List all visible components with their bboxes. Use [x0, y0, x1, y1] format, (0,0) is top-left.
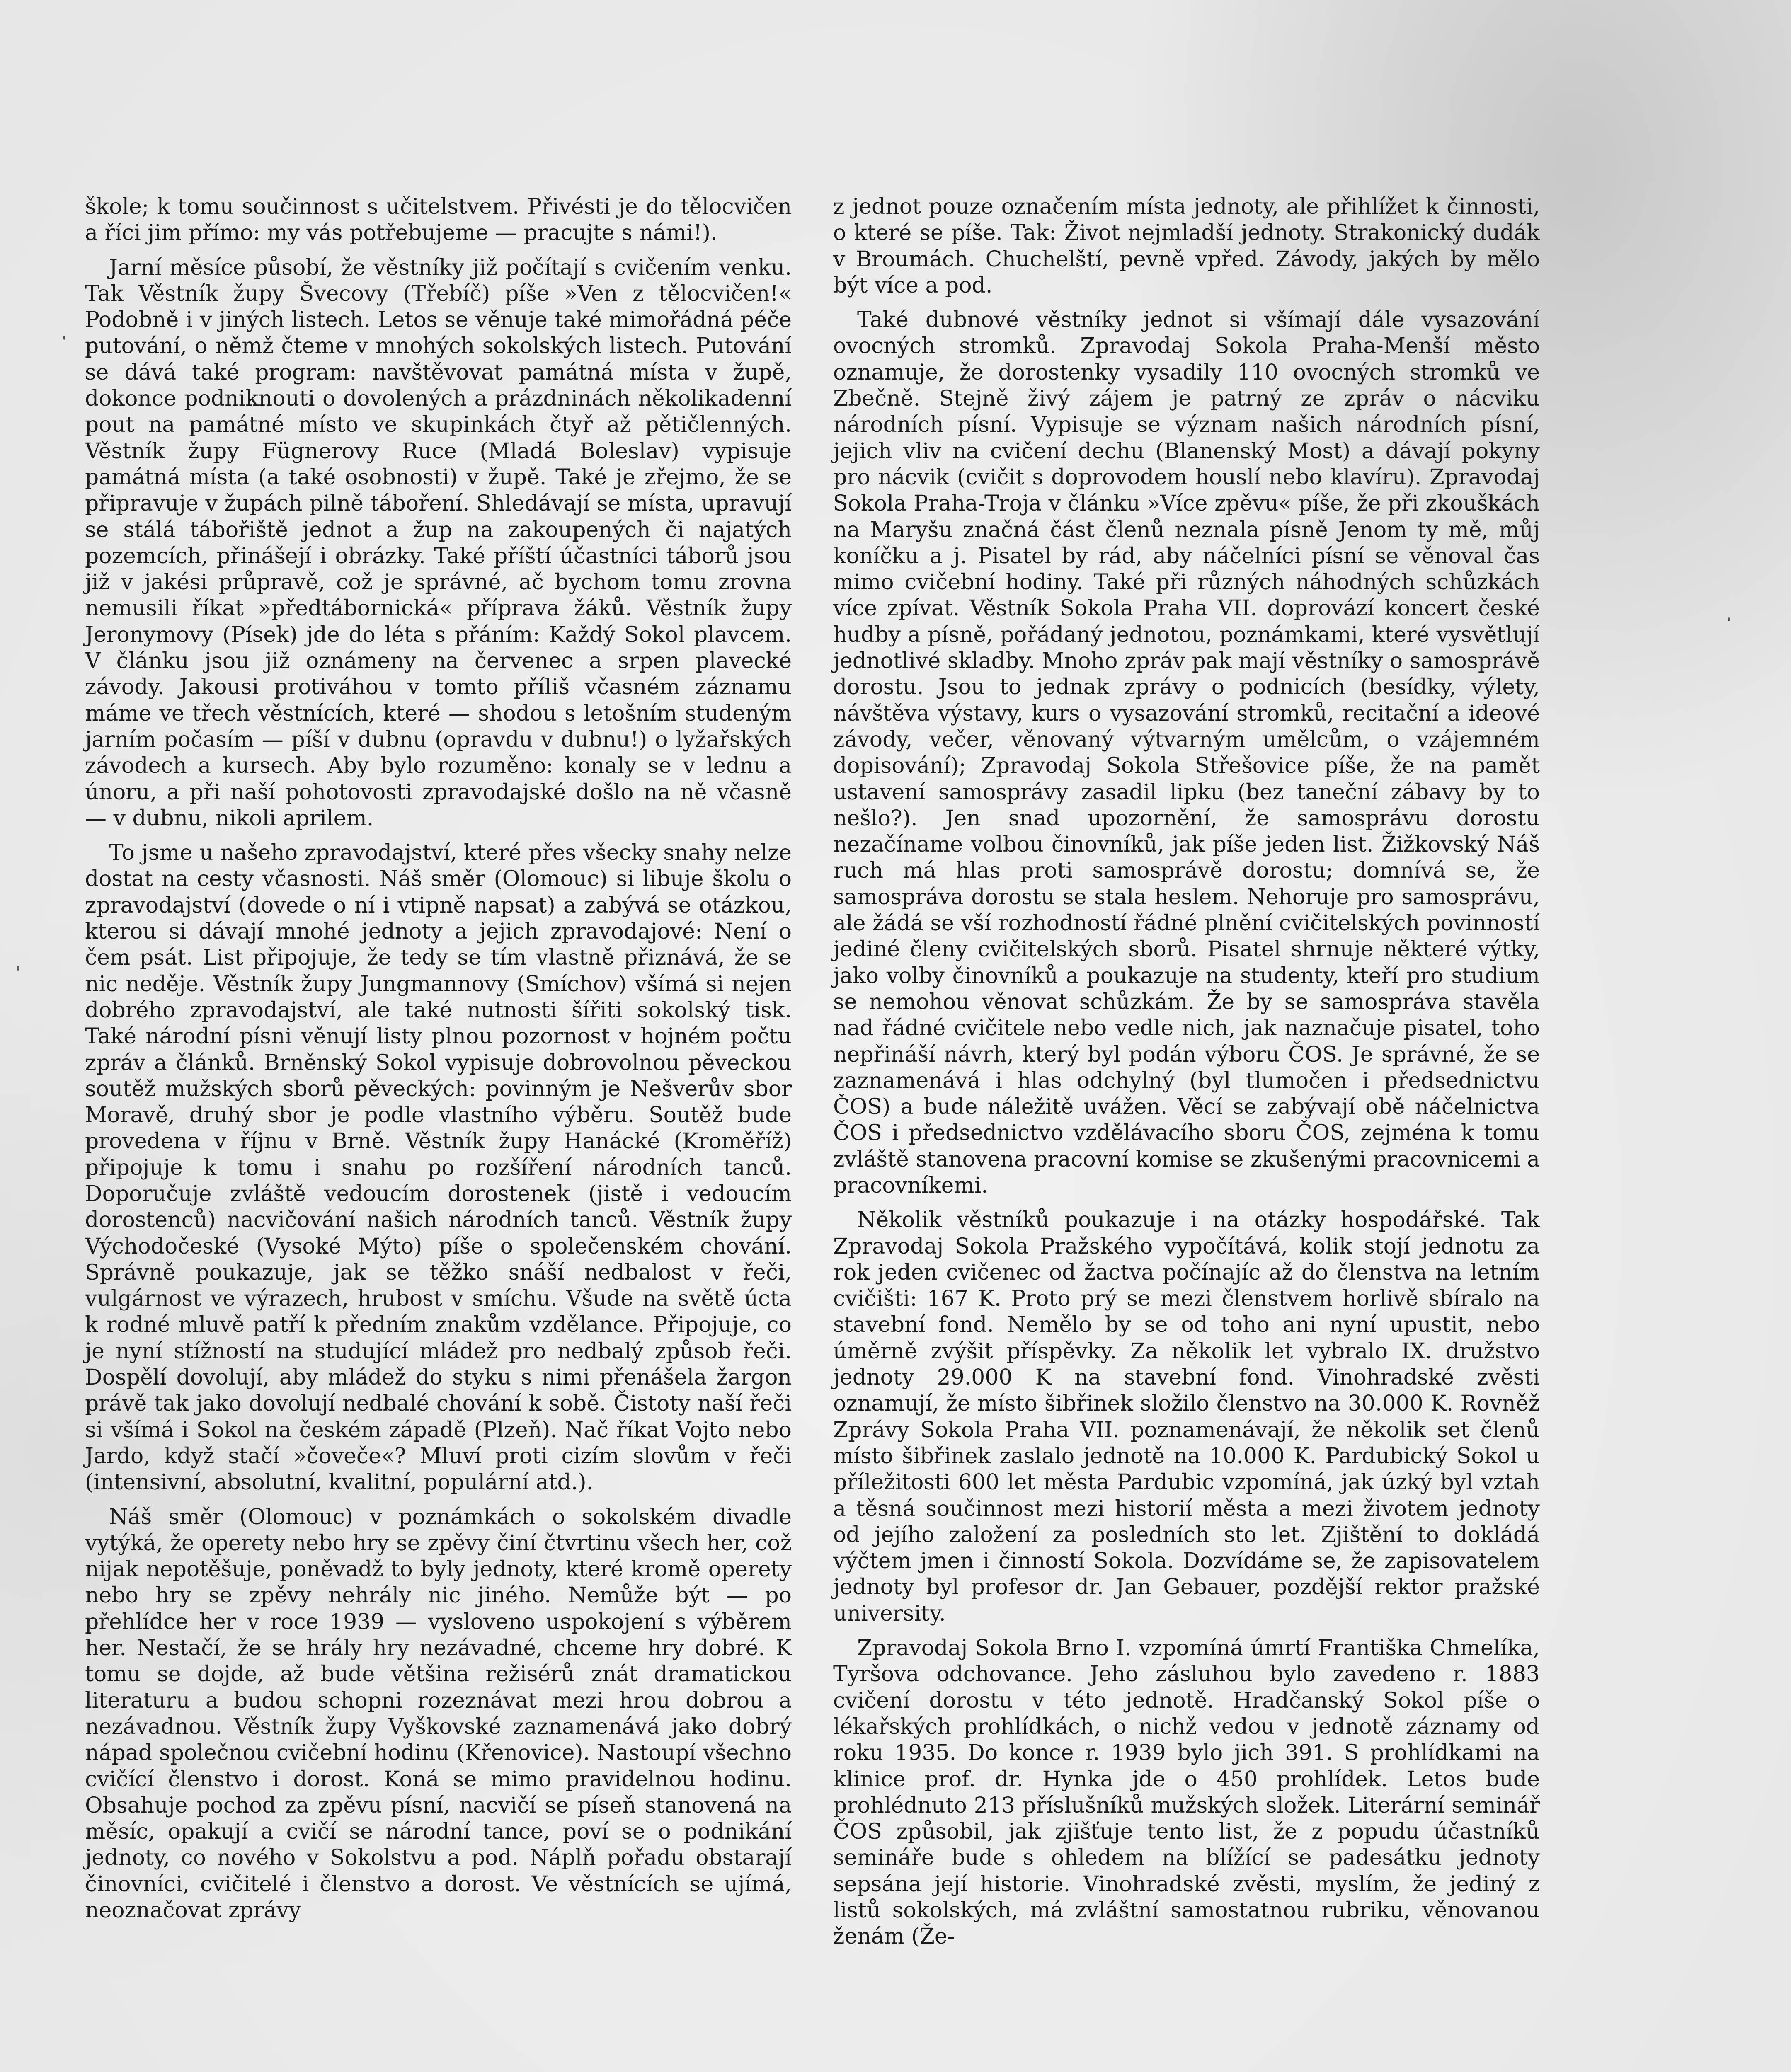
paragraph: Také dubnové věstníky jednot si všímají dále vysazování ovocných stromků. Zpravodaj Sokola Praha-Menší město oznamuje, že dorostenky vysadily 110 ovocných stromků ve Zbečně. Stejně živý zájem je patrný ze zpráv o nácviku národních písní. Vypisuje se význam našich národních písní, jejich vliv na cvičení dechu (Blanenský Most) a dávají pokyny pro nácvik (cvičit s doprovodem houslí nebo klavíru). Zpravodaj Sokola Praha-Troja v článku »Více zpěvu« píše, že při zkouškách na Maryšu značná část členů neznala písně Jenom ty mě, můj koníčku a j. Pisatel by rád, aby náčelníci písní se věnoval čas mimo cvičební hodiny. Také při různých náhodných schůzkách více zpívat. Věstník Sokola Praha VII. doprovází koncert české hudby a písně, pořádaný jednotou, poznámkami, které vysvětlují jednotlivé skladby. Mnoho zpráv pak mají věstníky o samosprávě dorostu. Jsou to jednak zprávy o podnicích (besídky, výlety, návštěva výstavy, kurs o vysazování stromků, recitační a ideové závody, večer, věnovaný výtvarným umělcům, o vzájemném dopisování); Zpravodaj Sokola Střešovice píše, že na pamět ustavení samosprávy zasadil lipku (bez taneční zábavy by to nešlo?). Jen snad upozornění, že samosprávu dorostu nezačíname volbou činovníků, jak píše jeden list. Žižkovský Náš ruch má hlas proti samosprávě dorostu; domnívá se, že samospráva dorostu se stala heslem. Nehoruje pro samosprávu, ale žádá se vší rozhodností řádné plnění cvičitelských povinností jediné členy cvičitelských sborů. Pisatel shrnuje některé výtky, jako volby činovníků a poukazuje na studenty, kteří pro studium se nemohou věnovat schůzkám. Že by se samospráva stavěla nad řádné cvičitele nebo vedle nich, jak naznačuje pisatel, toho nepřináší návrh, který byl podán výboru ČOS. Je správné, že se zaznamenává i hlas odchylný (byl tlumočen i předsednictvu ČOS) a bude náležitě uvážen. Věcí se zabývají obě náčelnictva ČOS i předsednictvo vzdělávacího sboru ČOS, zejména k tomu zvláště stanovena pracovní komise se zkušenými pracovnicemi a pracovníkemi.	[833, 307, 1540, 1198]
paragraph: Zpravodaj Sokola Brno I. vzpomíná úmrtí Františka Chmelíka, Tyršova odchovance. Jeho zásluhou bylo zavedeno r. 1883 cvičení dorostu v této jednotě. Hradčanský Sokol píše o lékařských prohlídkách, o nichž vedou v jednotě záznamy od roku 1935. Do konce r. 1939 bylo jich 391. S prohlídkami na klinice prof. dr. Hynka jde o 450 prohlídek. Letos bude prohlédnuto 213 příslušníků mužských složek. Literární seminář ČOS způsobil, jak zjišťuje tento list, že z popudu účastníků semináře bude s ohledem na blížící se padesátku jednoty sepsána její historie. Vinohradské zvěsti, myslím, že jediný z listů sokolských, má zvláštní samostatnou rubriku, věnovanou ženám (Že-	[833, 1636, 1540, 1949]
scan-speck	[17, 966, 19, 971]
scan-speck	[63, 336, 65, 340]
right-column	[833, 194, 1540, 1950]
left-column	[85, 194, 792, 1924]
paragraph: Několik věstníků poukazuje i na otázky hospodářské. Tak Zpravodaj Sokola Pražského vypočítává, kolik stojí jednotu za rok jeden cvičenec od žactva počínajíc až do členstva na letním cvičišti: 167 K. Proto prý se mezi členstvem horlivě sbíralo na stavební fond. Nemělo by se od toho ani nyní upustit, nebo úměrně zvýšit příspěvky. Za několik let vybralo IX. družstvo jednoty 29.000 K na stavební fond. Vinohradské zvěsti oznamují, že místo šibřinek složilo členstvo na 30.000 K. Rovněž Zprávy Sokola Praha VII. poznamenávají, že několik set členů místo šibřinek zaslalo jednotě na 10.000 K. Pardubický Sokol u příležitosti 600 let města Pardubic vzpomíná, jak úzký byl vztah a těsná součinnost mezi historií města a mezi životem jednoty od jejího založení za posledních sto let. Zjištění to dokládá výčtem jmen i činností Sokola. Dozvídáme se, že zapisovatelem jednoty byl profesor dr. Jan Gebauer, pozdější rektor pražské university.	[833, 1208, 1540, 1626]
paragraph: z jednot pouze označením místa jednoty, ale přihlížet k činnosti, o které se píše. Tak: Život nejmladší jednoty. Strakonický dudák v Broumách. Chuchelští, pevně vpřed. Závody, jakých by mělo být více a pod.	[833, 194, 1540, 298]
paragraph: To jsme u našeho zpravodajství, které přes všecky snahy nelze dostat na cesty včasnosti. Náš směr (Olomouc) si libuje školu o zpravodajství (dovede o ní i vtipně napsat) a zabývá se otázkou, kterou si dávají mnohé jednoty a jejich zpravodajové: Není o čem psát. List připojuje, že tedy se tím vlastně přiznává, že se nic neděje. Věstník župy Jungmannovy (Smíchov) všímá si nejen dobrého zpravodajství, ale také nutnosti šířiti sokolský tisk. Také národní písni věnují listy plnou pozornost v hojném počtu zpráv a článků. Brněnský Sokol vypisuje dobrovolnou pěveckou soutěž mužských sborů pěveckých: povinným je Nešverův sbor Moravě, druhý sbor je podle vlastního výběru. Soutěž bude provedena v říjnu v Brně. Věstník župy Hanácké (Kroměříž) připojuje k tomu i snahu po rozšíření národních tanců. Doporučuje zvláště vedoucím dorostenek (jistě i vedoucím dorostenců) nacvičování našich národních tanců. Věstník župy Východočeské (Vysoké Mýto) píše o společenském chování. Správně poukazuje, jak se těžko snáší nedbalost v řeči, vulgárnost ve výrazech, hrubost v smíchu. Všude na světě úcta k rodné mluvě patří k předním znakům vzdělance. Připojuje, co je nyní stížností na studující mládež pro nedbalý způsob řeči. Dospělí dovolují, aby mládež do styku s nimi přenášela žargon právě tak jako dovolují nedbalé chování k sobě. Čistoty naší řeči si všímá i Sokol na českém západě (Plzeň). Nač říkat Vojto nebo Jardo, když stačí »čoveče«? Mluví proti cizím slovům v řeči (intensivní, absolutní, kvalitní, populární atd.).	[85, 840, 792, 1495]
paragraph: Náš směr (Olomouc) v poznámkách o sokolském divadle vytýká, že operety nebo hry se zpěvy činí čtvrtinu všech her, což nijak nepotěšuje, poněvadž to byly jednoty, které kromě operety nebo hry se zpěvy nehrály nic jiného. Nemůže být — po přehlídce her v roce 1939 — vysloveno uspokojení s výběrem her. Nestačí, že se hrály hry nezávadné, chceme hry dobré. K tomu se dojde, až bude většina režisérů znát dramatickou literaturu a budou schopni rozeznávat mezi hrou dobrou a nezávadnou. Věstník župy Vyškovské zaznamenává jako dobrý nápad společnou cvičební hodinu (Křenovice). Nastoupí všechno cvičící členstvo i dorost. Koná se mimo pravidelnou hodinu. Obsahuje pochod za zpěvu písní, nacvičí se píseň stanovená na měsíc, opakují a cvičí se národní tance, poví se o podnikání jednoty, co nového v Sokolstvu a pod. Náplň pořadu obstarají činovníci, cvičitelé i členstvo a dorost. Ve věstnících se ujímá, neoznačovat zprávy	[85, 1504, 792, 1923]
paragraph: Jarní měsíce působí, že věstníky již počítají s cvičením venku. Tak Věstník župy Švecovy (Třebíč) píše »Ven z tělocvičen!« Podobně i v jiných listech. Letos se věnuje také mimořádná péče putování, o němž čteme v mnohých sokolských listech. Putování se dává také program: navštěvovat památná místa v župě, dokonce podniknouti o dovolených a prázdninách několikadenní pout na památné místo ve skupinkách čtyř až pětičlenných. Věstník župy Fügnerovy Ruce (Mladá Boleslav) vypisuje památná místa (a také osobnosti) v župě. Také je zřejmo, že se připravuje v župách pilně táboření. Shledávají se místa, upravují se stálá tábořiště jednot a žup na zakoupených či najatých pozemcích, přinášejí i obrázky. Také příští účastníci táborů jsou již v jakési průpravě, což je správné, ač bychom tomu zrovna nemusili říkat »předtábornická« příprava žáků. Věstník župy Jeronymovy (Písek) jde do léta s přáním: Každý Sokol plavcem. V článku jsou již oznámeny na červenec a srpen plavecké závody. Jakousi protiváhou v tomto příliš včasném záznamu máme ve třech věstnících, které — shodou s letošním studeným jarním počasím — píší v dubnu (opravdu v dubnu!) o lyžařských závodech a kursech. Aby bylo rozuměno: konaly se v lednu a únoru, a při naší pohotovosti zpravodajské došlo na ně včasně — v dubnu, nikoli aprilem.	[85, 255, 792, 831]
paragraph: škole; k tomu součinnost s učitelstvem. Přivésti je do tělocvičen a říci jim přímo: my vás potřebujeme — pracujte s námi!).	[85, 194, 792, 246]
scan-speck	[1728, 617, 1730, 621]
